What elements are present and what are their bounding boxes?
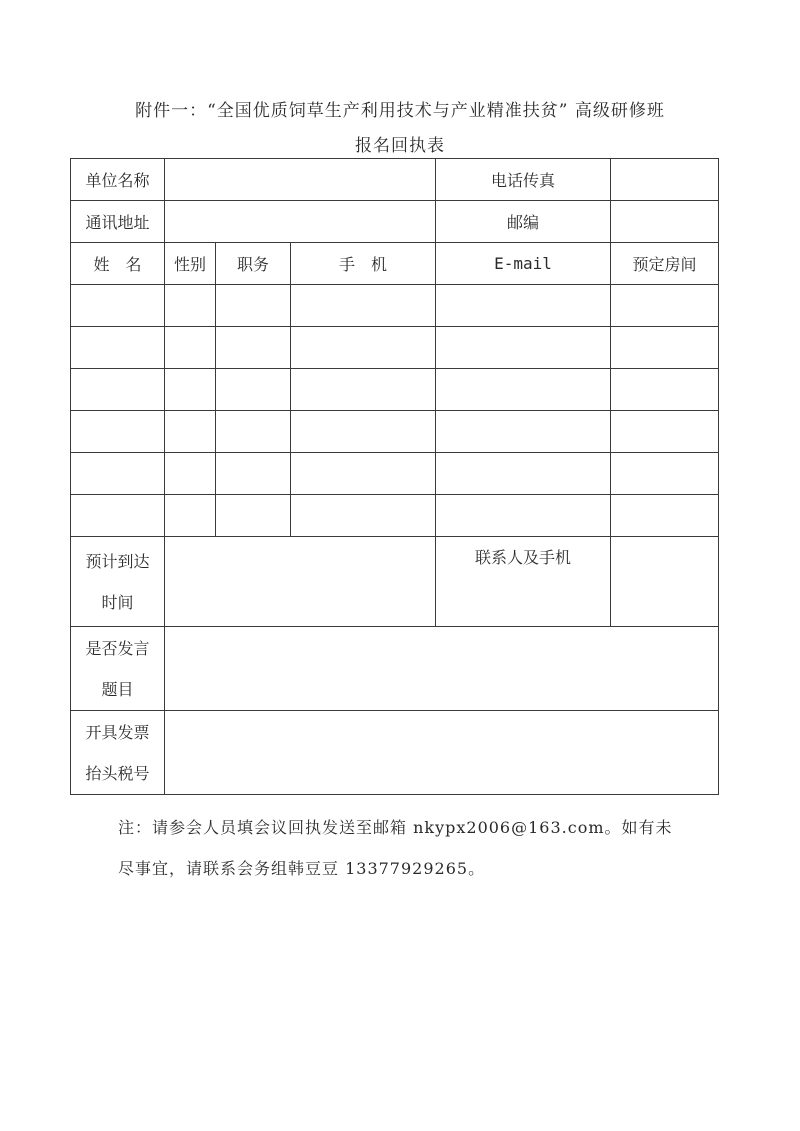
invoice-label bbox=[71, 711, 165, 795]
unit-name-field[interactable] bbox=[165, 159, 436, 201]
email-cell[interactable] bbox=[436, 285, 611, 327]
postcode-label: 邮编 bbox=[436, 201, 611, 243]
registration-form-table bbox=[70, 158, 719, 795]
position-cell[interactable] bbox=[216, 495, 291, 537]
name-cell[interactable] bbox=[71, 285, 165, 327]
email-cell[interactable] bbox=[436, 327, 611, 369]
mobile-cell[interactable] bbox=[291, 285, 436, 327]
speech-topic-label bbox=[71, 627, 165, 711]
room-cell[interactable] bbox=[611, 369, 719, 411]
mobile-cell[interactable] bbox=[291, 411, 436, 453]
address-label: 通讯地址 bbox=[71, 201, 165, 243]
position-cell[interactable] bbox=[216, 285, 291, 327]
document-subtitle: 报名回执表 bbox=[355, 136, 445, 156]
name-cell[interactable] bbox=[71, 327, 165, 369]
document-title: 附件一：“全国优质饲草生产利用技术与产业精准扶贫” 高级研修班 bbox=[135, 101, 665, 121]
room-cell[interactable] bbox=[611, 495, 719, 537]
table-row bbox=[71, 453, 719, 495]
room-cell[interactable] bbox=[611, 327, 719, 369]
contact-label bbox=[436, 537, 611, 627]
room-cell[interactable] bbox=[611, 453, 719, 495]
contact-field[interactable] bbox=[611, 537, 719, 627]
table-row bbox=[71, 201, 719, 243]
gender-cell[interactable] bbox=[165, 411, 216, 453]
phone-fax-field[interactable] bbox=[611, 159, 719, 201]
table-row bbox=[71, 159, 719, 201]
invoice-label-line1: 开具发票 bbox=[85, 722, 150, 742]
column-header-email: E-mail bbox=[436, 243, 611, 285]
email-cell[interactable] bbox=[436, 369, 611, 411]
gender-cell[interactable] bbox=[165, 327, 216, 369]
gender-cell[interactable] bbox=[165, 285, 216, 327]
table-row bbox=[71, 411, 719, 453]
name-cell[interactable] bbox=[71, 453, 165, 495]
email-cell[interactable] bbox=[436, 495, 611, 537]
table-row bbox=[71, 627, 719, 711]
address-field[interactable] bbox=[165, 201, 436, 243]
contact-label-text: 联系人及手机 bbox=[475, 548, 572, 567]
email-cell[interactable] bbox=[436, 453, 611, 495]
name-cell[interactable] bbox=[71, 495, 165, 537]
column-header-row bbox=[71, 243, 719, 285]
room-cell[interactable] bbox=[611, 285, 719, 327]
mobile-cell[interactable] bbox=[291, 369, 436, 411]
invoice-label-line2: 抬头税号 bbox=[85, 763, 150, 783]
position-cell[interactable] bbox=[216, 327, 291, 369]
position-cell[interactable] bbox=[216, 453, 291, 495]
speech-topic-field[interactable] bbox=[165, 627, 719, 711]
gender-cell[interactable] bbox=[165, 453, 216, 495]
mobile-cell[interactable] bbox=[291, 453, 436, 495]
column-header-mobile: 手 机 bbox=[291, 243, 436, 285]
arrival-time-label bbox=[71, 537, 165, 627]
phone-fax-label: 电话传真 bbox=[436, 159, 611, 201]
column-header-position: 职务 bbox=[216, 243, 291, 285]
table-row bbox=[71, 369, 719, 411]
name-cell[interactable] bbox=[71, 369, 165, 411]
column-header-room: 预定房间 bbox=[611, 243, 719, 285]
note-line-2: 尽事宜，请联系会务组韩豆豆 13377929265。 bbox=[118, 859, 486, 878]
table-row bbox=[71, 327, 719, 369]
table-row bbox=[71, 537, 719, 627]
gender-cell[interactable] bbox=[165, 495, 216, 537]
arrival-time-label-line2: 时间 bbox=[101, 592, 134, 612]
arrival-time-label-line1: 预计到达 bbox=[85, 551, 150, 571]
name-cell[interactable] bbox=[71, 411, 165, 453]
position-cell[interactable] bbox=[216, 369, 291, 411]
note-line-1: 注：请参会人员填会议回执发送至邮箱 nkypx2006@163.com。如有未 bbox=[118, 818, 673, 837]
unit-name-label: 单位名称 bbox=[71, 159, 165, 201]
position-cell[interactable] bbox=[216, 411, 291, 453]
mobile-cell[interactable] bbox=[291, 495, 436, 537]
gender-cell[interactable] bbox=[165, 369, 216, 411]
table-row bbox=[71, 495, 719, 537]
postcode-field[interactable] bbox=[611, 201, 719, 243]
arrival-time-field[interactable] bbox=[165, 537, 436, 627]
column-header-name: 姓 名 bbox=[71, 243, 165, 285]
room-cell[interactable] bbox=[611, 411, 719, 453]
invoice-field[interactable] bbox=[165, 711, 719, 795]
column-header-gender: 性别 bbox=[165, 243, 216, 285]
email-cell[interactable] bbox=[436, 411, 611, 453]
speech-topic-label-line2: 题目 bbox=[101, 679, 134, 699]
mobile-cell[interactable] bbox=[291, 327, 436, 369]
speech-topic-label-line1: 是否发言 bbox=[85, 638, 150, 658]
table-row bbox=[71, 285, 719, 327]
table-row bbox=[71, 711, 719, 795]
